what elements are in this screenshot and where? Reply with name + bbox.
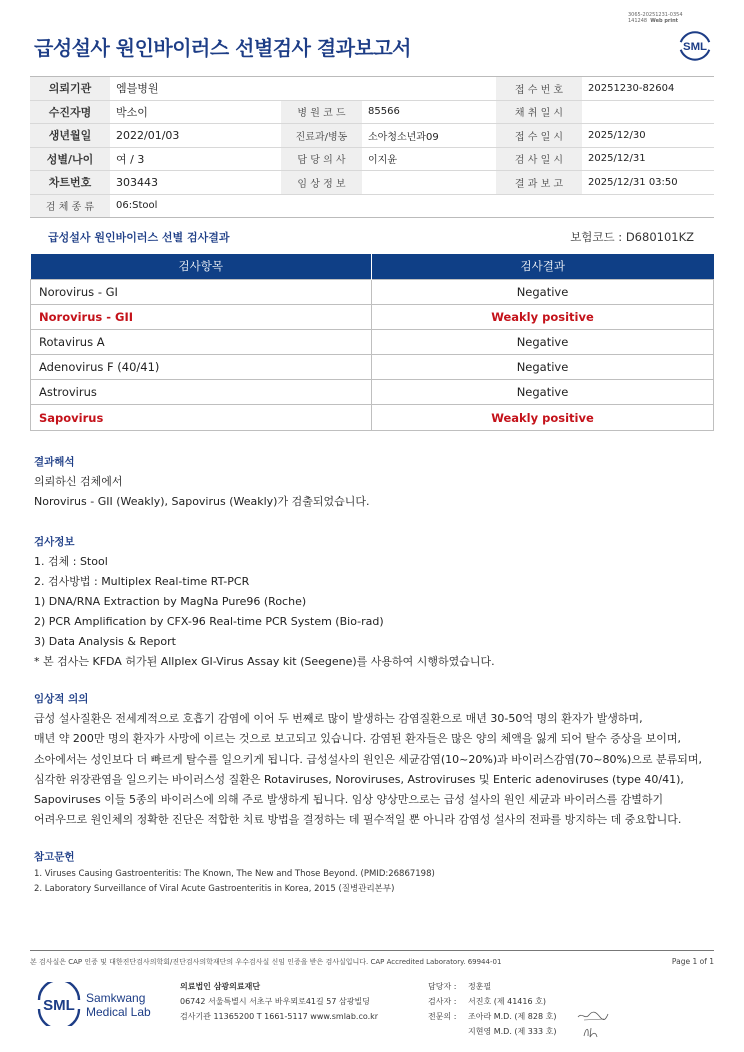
reference-item: 2. Laboratory Surveillance of Viral Acute Gastroenteritis in Korea, 2015 (질병관리본부) — [34, 884, 395, 894]
table-row — [31, 355, 714, 380]
reference-item: 1. Viruses Causing Gastroenteritis: The Known, The New and Those Beyond. (PMID:26867198) — [34, 869, 435, 879]
chart-no-value: 303443 — [110, 171, 281, 195]
test-date-value: 2025/12/31 — [582, 147, 714, 171]
staff-row — [428, 1024, 556, 1039]
clinical-line: 매년 약 200만 명의 환자가 사망에 이르는 것으로 보고되고 있습니다. 감염된 환자들은 많은 양의 체액을 잃게 되어 탈수 증상을 보이며, — [34, 732, 681, 746]
patient-row — [30, 171, 714, 195]
clinical-info-value — [362, 171, 496, 195]
test-item: Rotavirus A — [31, 329, 372, 354]
logo-name-1: Samkwang — [86, 991, 146, 1005]
logo-text: SML — [43, 997, 75, 1014]
staff-value: 조아라 M.D. (제 828 호) — [468, 1012, 557, 1021]
patient-row — [30, 194, 714, 218]
specimen-label: 검 체 종 류 — [30, 194, 110, 218]
test-info-section — [34, 532, 724, 672]
doctor-label: 담 당 의 사 — [281, 147, 362, 171]
dept-label: 진료과/병동 — [281, 124, 362, 148]
hospital-code-value: 85566 — [362, 100, 496, 124]
header-test-item: 검사항목 — [31, 254, 372, 279]
clinical-line: 심각한 위장관염을 일으키는 바이러스성 질환은 Rotaviruses, Noroviruses, Astroviruses 및 Enteric adenoviruses (type 40/41), — [34, 772, 684, 786]
receipt-no-label: 접 수 번 호 — [496, 77, 582, 101]
staff-row — [428, 994, 556, 1009]
staff-label — [428, 1024, 468, 1039]
staff-label: 검사자 : — [428, 997, 457, 1006]
table-row — [31, 405, 714, 430]
hospital-code-label: 병 원 코 드 — [281, 100, 362, 124]
test-item: Norovirus - GI — [31, 279, 372, 304]
test-item: Sapovirus — [31, 405, 372, 430]
staff-row — [428, 1009, 556, 1024]
receipt-no-value: 20251230-82604 — [582, 77, 714, 101]
collect-date-value — [582, 100, 714, 124]
interpretation-section — [34, 452, 724, 512]
signature-icon — [576, 1008, 610, 1024]
footer-divider — [30, 950, 714, 951]
references-title: 참고문헌 — [34, 851, 75, 863]
doc-code-line1: 3065-20251231-0354 — [628, 12, 683, 18]
staff-value: 서진호 (제 41416 호) — [468, 997, 546, 1006]
test-result: Negative — [372, 329, 714, 354]
table-row — [31, 304, 714, 329]
patient-info-table — [30, 76, 714, 218]
clinical-significance-title: 임상적 의의 — [34, 693, 89, 705]
svg-text:SML: SML — [682, 40, 708, 53]
results-header-row — [31, 254, 714, 279]
interpretation-line: Norovirus - GII (Weakly), Sapovirus (Weakly)가 검출되었습니다. — [34, 495, 370, 508]
test-info-line: 1) DNA/RNA Extraction by MagNa Pure96 (Roche) — [34, 595, 307, 608]
hospital-value: 엠블병원 — [110, 77, 496, 101]
org-address: 06742 서울특별시 서초구 바우뫼로41길 57 삼광빌딩 — [180, 997, 370, 1006]
interpretation-line: 의뢰하신 검체에서 — [34, 475, 123, 488]
receipt-date-label: 접 수 일 시 — [496, 124, 582, 148]
results-table — [30, 254, 714, 431]
table-row — [31, 380, 714, 405]
birth-value: 2022/01/03 — [110, 124, 281, 148]
birth-label: 생년월일 — [30, 124, 110, 148]
test-result: Negative — [372, 279, 714, 304]
staff-label: 전문의 : — [428, 1012, 457, 1021]
patient-row — [30, 147, 714, 171]
hospital-label: 의뢰기관 — [30, 77, 110, 101]
document-code — [628, 12, 698, 24]
test-result: Weakly positive — [372, 304, 714, 329]
patient-row — [30, 77, 714, 101]
clinical-significance-section — [34, 689, 724, 831]
results-section-title: 급성설사 원인바이러스 선별 검사결과 — [48, 231, 230, 244]
test-info-line: 1. 검체 : Stool — [34, 555, 108, 568]
test-item: Norovirus - GII — [31, 304, 372, 329]
test-info-line: 2. 검사방법 : Multiplex Real-time RT-PCR — [34, 575, 250, 588]
test-date-label: 검 사 일 시 — [496, 147, 582, 171]
sex-age-value: 여 / 3 — [110, 147, 281, 171]
doc-code-line2: 141248 — [628, 18, 648, 24]
staff-row — [428, 979, 556, 994]
report-date-label: 결 과 보 고 — [496, 171, 582, 195]
signature-icon — [580, 1024, 604, 1040]
clinical-info-label: 임 상 정 보 — [281, 171, 362, 195]
patient-name-value: 박소이 — [110, 100, 281, 124]
insurance-code: 보험코드 : D680101KZ — [570, 230, 694, 244]
header-test-result: 검사결과 — [372, 254, 714, 279]
samkwang-logo-icon — [36, 982, 181, 1026]
clinical-line: 급성 설사질환은 전세계적으로 호흡기 감염에 이어 두 번째로 많이 발생하는 감염질환으로 매년 30-50억 명의 환자가 발생하며, — [34, 712, 643, 725]
test-info-title: 검사정보 — [34, 536, 75, 548]
clinical-line: Sapoviruses 이들 5종의 바이러스에 의해 주로 발생하게 됩니다. 임상 양상만으로는 급성 설사의 원인 세균과 바이러스를 감별하기 — [34, 793, 664, 807]
table-row — [31, 279, 714, 304]
patient-row — [30, 124, 714, 148]
interpretation-title: 결과해석 — [34, 456, 75, 468]
test-item: Astrovirus — [31, 380, 372, 405]
logo-name-2: Medical Lab — [86, 1005, 151, 1019]
specimen-value: 06:Stool — [110, 194, 714, 218]
test-item: Adenovirus F (40/41) — [31, 355, 372, 380]
clinical-line: 어려우므로 원인체의 정확한 진단은 적합한 치료 방법을 결정하는 데 필수적일 뿐 아니라 감염성 설사의 전파를 방지하는 데 중요합니다. — [34, 813, 682, 827]
sml-logo-icon — [676, 26, 714, 64]
staff-info — [428, 979, 556, 1039]
org-name: 의료법인 삼광의료재단 — [180, 982, 261, 991]
page-number: Page 1 of 1 — [671, 957, 714, 966]
clinical-line: 소아에서는 성인보다 더 빠르게 탈수를 일으키게 됩니다. 급성설사의 원인은 세균감염(10~20%)과 바이러스감염(70~80%)으로 분류되며, — [34, 752, 702, 766]
report-title: 급성설사 원인바이러스 선별검사 결과보고서 — [34, 36, 411, 60]
patient-name-label: 수진자명 — [30, 100, 110, 124]
test-info-line: 3) Data Analysis & Report — [34, 635, 176, 648]
patient-row — [30, 100, 714, 124]
report-date-value: 2025/12/31 03:50 — [582, 171, 714, 195]
test-info-line: * 본 검사는 KFDA 허가된 Allplex GI-Virus Assay kit (Seegene)를 사용하여 시행하였습니다. — [34, 655, 495, 668]
test-info-line: 2) PCR Amplification by CFX-96 Real-time PCR System (Bio-rad) — [34, 615, 384, 628]
dept-value: 소아청소년과09 — [362, 124, 496, 148]
test-result: Negative — [372, 355, 714, 380]
doctor-value: 이지윤 — [362, 147, 496, 171]
test-result: Negative — [372, 380, 714, 405]
accreditation-note: 본 검사실은 CAP 인증 및 대한진단검사의학회/진단검사의학재단의 우수검사실 신임 인증을 받은 검사실입니다. CAP Accredited Laboratory. 69944-01 — [30, 958, 502, 966]
table-row — [31, 329, 714, 354]
chart-no-label: 차트번호 — [30, 171, 110, 195]
test-result: Weakly positive — [372, 405, 714, 430]
staff-value: 지현영 M.D. (제 333 호) — [468, 1027, 557, 1036]
staff-value: 정훈필 — [468, 982, 492, 991]
staff-label: 담당자 : — [428, 982, 457, 991]
organization-info — [180, 979, 378, 1024]
sex-age-label: 성별/나이 — [30, 147, 110, 171]
org-contact: 검사기관 11365200 T 1661-5117 www.smlab.co.kr — [180, 1012, 379, 1021]
receipt-date-value: 2025/12/30 — [582, 124, 714, 148]
doc-code-line3: Web print — [650, 18, 679, 24]
references-section — [34, 847, 724, 897]
collect-date-label: 채 취 일 시 — [496, 100, 582, 124]
